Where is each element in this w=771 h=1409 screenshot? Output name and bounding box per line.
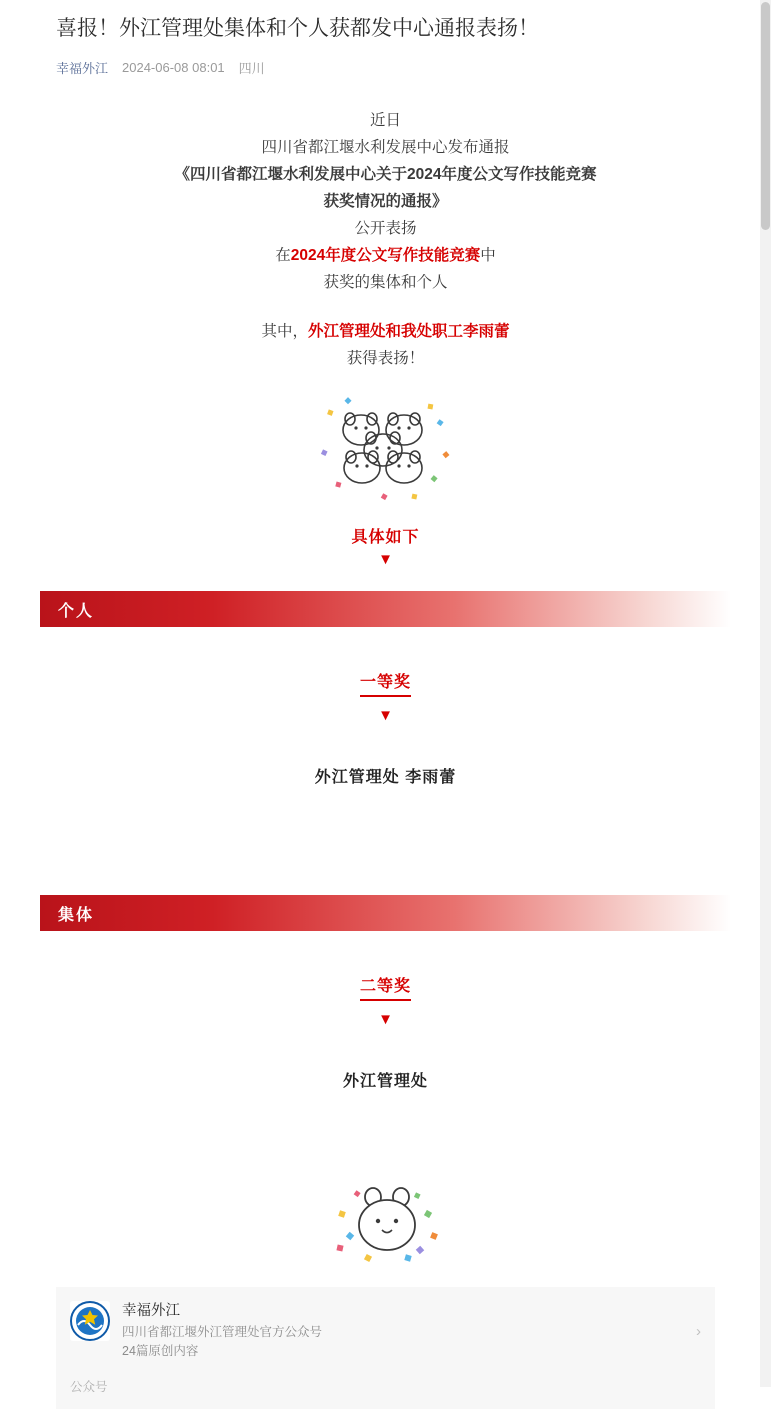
account-name: 幸福外江 xyxy=(122,1303,180,1319)
arrow-down-icon: ▼ xyxy=(378,551,393,568)
arrow-down-icon-individual: ▼ xyxy=(378,707,393,724)
competition-prefix: 在 xyxy=(275,247,291,264)
spacer xyxy=(40,296,731,318)
account-card-footer-label: 公众号 xyxy=(56,1371,715,1409)
paragraph-1: 近日 xyxy=(369,112,401,129)
spacer xyxy=(40,787,731,873)
praise-highlight: 外江管理处和我处职工李雨蕾 xyxy=(308,323,510,340)
award-block-collective xyxy=(40,973,731,1028)
page-scrollbar[interactable] xyxy=(760,0,771,1387)
winner-individual: 外江管理处 李雨蕾 xyxy=(314,769,457,786)
account-info xyxy=(122,1301,688,1361)
article-body xyxy=(40,77,731,1277)
section-header-collective xyxy=(40,895,731,931)
meta-account-link[interactable]: 幸福外江 xyxy=(56,61,109,76)
section-header-individual xyxy=(40,591,731,627)
paragraph-7: 获得表扬！ xyxy=(346,350,425,367)
specific-label: 具体如下 xyxy=(351,529,420,546)
competition-highlight: 2024年度公文写作技能竞赛 xyxy=(290,247,481,264)
award-block-individual xyxy=(40,669,731,724)
section-label-collective: 集体 xyxy=(58,906,95,924)
account-original-count: 24篇原创内容 xyxy=(122,1344,199,1358)
spacer xyxy=(40,1091,731,1151)
winner-collective: 外江管理处 xyxy=(342,1073,428,1090)
paragraph-3: 《四川省都江堰水利发展中心关于2024年度公文写作技能竞赛 xyxy=(174,166,597,183)
page-title: 喜报！外江管理处集体和个人获都发中心通报表扬！ xyxy=(56,17,539,40)
paragraph-praise-line xyxy=(40,318,731,345)
paragraph-competition-line xyxy=(40,242,731,269)
award-name-first-prize: 一等奖 xyxy=(360,669,411,697)
paragraph-4: 获奖情况的通报》 xyxy=(323,193,448,210)
paragraph-2: 四川省都江堰水利发展中心发布通报 xyxy=(261,139,510,156)
meta-datetime: 2024-06-08 08:01 xyxy=(122,60,225,75)
paragraph-5: 公开表扬 xyxy=(354,220,417,237)
paragraph-6: 获奖的集体和个人 xyxy=(323,274,448,291)
account-description: 四川省都江堰外江管理处官方公众号 xyxy=(122,1325,323,1339)
bear-sticker-image xyxy=(321,1167,451,1277)
competition-suffix: 中 xyxy=(480,247,496,264)
award-name-second-prize: 二等奖 xyxy=(360,973,411,1001)
section-label-individual: 个人 xyxy=(58,602,95,620)
article-meta xyxy=(40,44,731,77)
page-scrollbar-thumb[interactable] xyxy=(761,2,770,230)
chevron-right-icon[interactable]: › xyxy=(696,1322,701,1340)
praise-prefix: 其中， xyxy=(261,323,308,340)
celebration-sticker-image xyxy=(316,390,456,510)
meta-location: 四川 xyxy=(238,61,265,76)
arrow-down-icon-collective: ▼ xyxy=(378,1011,393,1028)
account-card[interactable] xyxy=(56,1287,715,1371)
avatar xyxy=(70,1301,110,1341)
